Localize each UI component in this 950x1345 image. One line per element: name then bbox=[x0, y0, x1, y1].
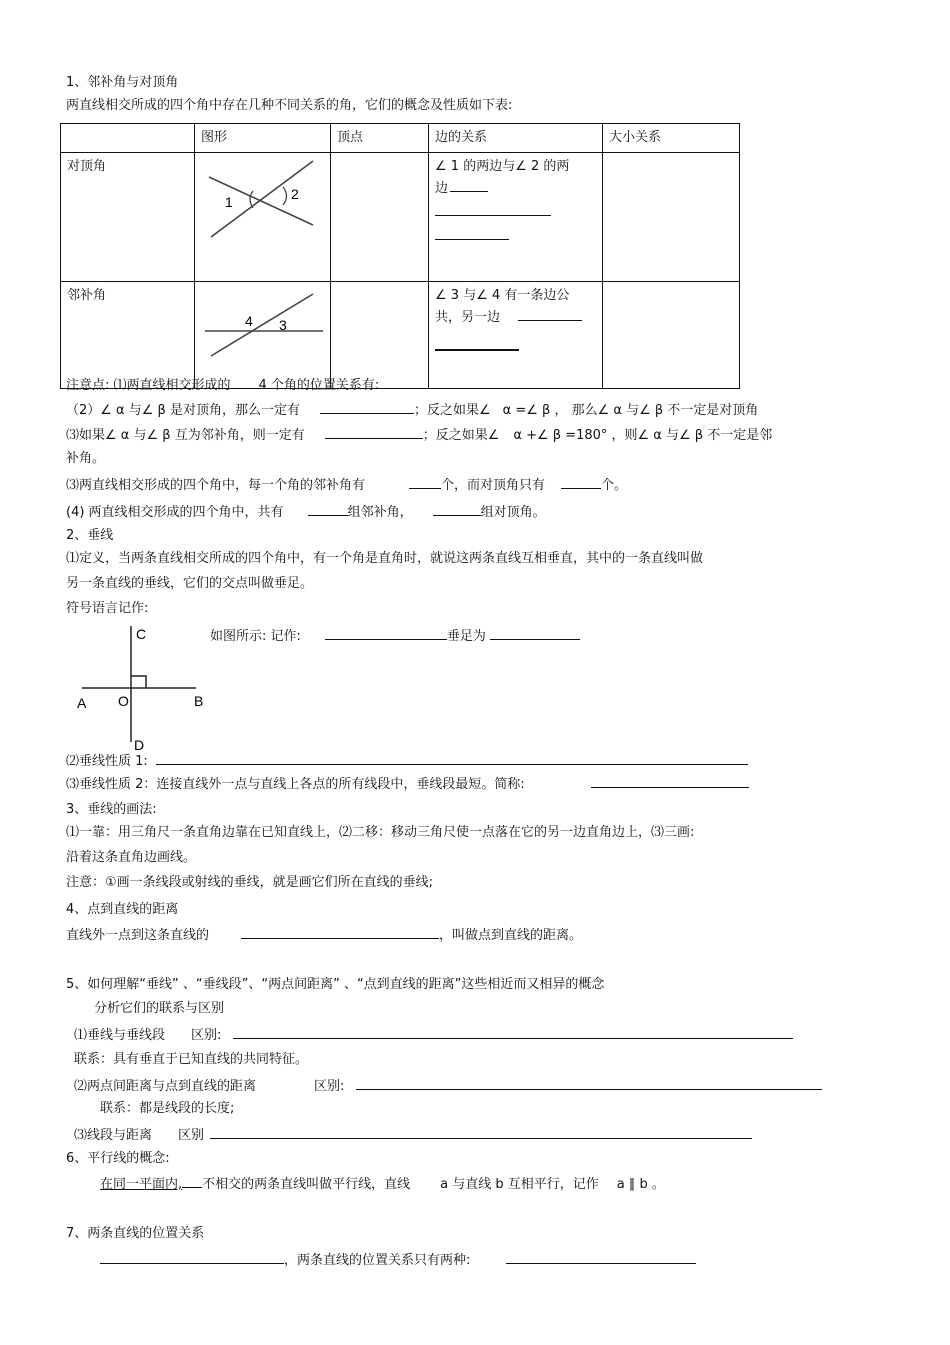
size-cell bbox=[603, 282, 740, 389]
comparison-1-title: ⑴垂线与垂线段 bbox=[74, 1028, 166, 1043]
answer-blank[interactable] bbox=[450, 179, 488, 192]
answer-blank[interactable] bbox=[435, 337, 519, 351]
answer-blank[interactable] bbox=[233, 1026, 793, 1039]
angle-label-3: 3 bbox=[279, 317, 287, 333]
vertex-cell bbox=[331, 282, 429, 389]
distance-text-a: 直线外一点到这条直线的 bbox=[66, 928, 210, 943]
drawing-steps-cont: 沿着这条直角边画线。 bbox=[66, 850, 197, 865]
row-name-vertical-angles: 对顶角 bbox=[61, 153, 195, 282]
angle-arc-2 bbox=[283, 187, 287, 205]
property-1-text: ⑵垂线性质 1: bbox=[66, 754, 148, 769]
answer-blank[interactable] bbox=[320, 401, 414, 414]
adjacent-angles-figure-cell bbox=[195, 282, 331, 389]
note-5 bbox=[66, 503, 546, 521]
note-2 bbox=[66, 401, 758, 419]
answer-blank[interactable] bbox=[156, 752, 748, 765]
answer-blank[interactable] bbox=[435, 203, 551, 216]
row-name-adjacent-angles: 邻补角 bbox=[61, 282, 195, 389]
answer-blank[interactable] bbox=[407, 376, 565, 389]
adjacent-angles-figure bbox=[195, 282, 329, 380]
parallel-text-1: 不相交的两条直线叫做平行线，直线 bbox=[202, 1177, 411, 1192]
answer-blank[interactable] bbox=[506, 1251, 696, 1264]
point-label-b: B bbox=[194, 693, 204, 709]
table-row bbox=[61, 153, 740, 282]
foot-text: 垂足为 bbox=[446, 629, 486, 644]
note-4-text-c: 个。 bbox=[601, 478, 628, 493]
section-4-title: 4、点到直线的距离 bbox=[66, 902, 179, 917]
answer-blank[interactable] bbox=[356, 1077, 822, 1090]
underline-gap bbox=[182, 1175, 202, 1188]
distance-text-b: ，叫做点到直线的距离。 bbox=[439, 928, 583, 943]
answer-blank[interactable] bbox=[241, 926, 439, 939]
property-2-text: ⑶垂线性质 2：连接直线外一点与直线上各点的所有线段中，垂线段最短。简称: bbox=[66, 777, 525, 792]
answer-blank[interactable] bbox=[591, 775, 749, 788]
note-3-cont: 补角。 bbox=[66, 451, 106, 466]
answer-blank[interactable] bbox=[100, 1251, 284, 1264]
table-header-sides: 边的关系 bbox=[429, 124, 603, 153]
note-3-text-c: α +∠ β =180° ，则∠ α 与∠ β 不一定是邻 bbox=[513, 428, 773, 443]
notation-line bbox=[210, 627, 580, 645]
note-2-text-b: ；反之如果∠ bbox=[413, 403, 491, 418]
comparison-2 bbox=[74, 1077, 822, 1095]
answer-blank[interactable] bbox=[561, 476, 601, 489]
table-header-figure: 图形 bbox=[195, 124, 331, 153]
right-angle-mark bbox=[131, 676, 146, 688]
note-5-text-b: 组邻补角， bbox=[347, 505, 413, 520]
answer-blank[interactable] bbox=[210, 1126, 752, 1139]
definition-line-2: 另一条直线的垂线，它们的交点叫做垂足。 bbox=[66, 576, 314, 591]
angle-label-1: 1 bbox=[225, 194, 233, 210]
sides-cell bbox=[429, 282, 603, 389]
answer-blank[interactable] bbox=[308, 503, 348, 516]
section-6-title: 6、平行线的概念: bbox=[66, 1151, 170, 1166]
sides-text: ∠ 1 的两边与∠ 2 的两 bbox=[435, 159, 570, 174]
point-label-a: A bbox=[77, 695, 87, 711]
note-2-text-a: （2）∠ α 与∠ β 是对顶角，那么一定有 bbox=[66, 403, 300, 418]
note-3-text-b: ；反之如果∠ bbox=[422, 428, 500, 443]
comparison-3 bbox=[74, 1126, 752, 1144]
point-label-d: D bbox=[134, 737, 145, 753]
parallel-notation: a ∥ b 。 bbox=[616, 1177, 665, 1192]
property-1 bbox=[66, 752, 748, 770]
position-relation-text: ，两条直线的位置关系只有两种: bbox=[284, 1253, 471, 1268]
answer-blank[interactable] bbox=[325, 426, 423, 439]
note-4-text-a: ⑶两直线相交形成的四个角中，每一个角的邻补角有 bbox=[66, 478, 366, 493]
drawing-steps: ⑴一靠：用三角尺一条直角边靠在已知直线上，⑵二移：移动三角尺使一点落在它的另一边直角边上，⑶三画: bbox=[66, 825, 695, 840]
comparison-1-connection: 联系：具有垂直于已知直线的共同特征。 bbox=[74, 1052, 309, 1067]
note-5-text-c: 组对顶角。 bbox=[480, 505, 546, 520]
vertical-angles-figure-cell bbox=[195, 153, 331, 282]
same-plane-text: 在同一平面内, bbox=[100, 1177, 183, 1192]
note-3-text-a: ⑶如果∠ α 与∠ β 互为邻补角，则一定有 bbox=[66, 428, 305, 443]
note-4 bbox=[66, 476, 627, 494]
section-1-intro: 两直线相交所成的四个角中存在几种不同关系的角，它们的概念及性质如下表: bbox=[66, 98, 513, 113]
section-2-title: 2、垂线 bbox=[66, 528, 114, 543]
comparison-2-connection: 联系：都是线段的长度; bbox=[100, 1101, 235, 1116]
section-5-title: 5、如何理解“垂线” 、“垂线段”、“两点间距离” 、“点到直线的距离”这些相近而又相异的概念 bbox=[66, 977, 605, 992]
comparison-3-title: ⑶线段与距离 bbox=[74, 1128, 153, 1143]
note-2-text-c: α =∠ β ， 那么∠ α 与∠ β 不一定是对顶角 bbox=[502, 403, 759, 418]
note-4-text-b: 个，而对顶角只有 bbox=[441, 478, 546, 493]
sides-text: ∠ 3 与∠ 4 有一条边公 bbox=[435, 288, 570, 303]
point-label-c: C bbox=[136, 626, 147, 642]
comparison-2-title: ⑵两点间距离与点到直线的距离 bbox=[74, 1079, 257, 1094]
difference-label: 区别: bbox=[191, 1028, 222, 1043]
perpendicular-figure bbox=[70, 622, 220, 756]
drawing-note: 注意：①画一条线段或射线的垂线，就是画它们所在直线的垂线; bbox=[66, 875, 434, 890]
answer-blank[interactable] bbox=[325, 627, 447, 640]
answer-blank[interactable] bbox=[518, 308, 582, 321]
notation-text: 如图所示: 记作: bbox=[210, 629, 301, 644]
table-header-size: 大小关系 bbox=[603, 124, 740, 153]
angle-relation-table bbox=[60, 123, 740, 389]
angle-label-2: 2 bbox=[291, 186, 299, 202]
property-2 bbox=[66, 775, 749, 793]
position-relation bbox=[100, 1251, 696, 1269]
point-label-o: O bbox=[118, 693, 129, 709]
vertex-cell bbox=[331, 153, 429, 282]
table-header-empty bbox=[61, 124, 195, 153]
answer-blank[interactable] bbox=[433, 503, 481, 516]
answer-blank[interactable] bbox=[409, 476, 441, 489]
symbol-language: 符号语言记作: bbox=[66, 601, 149, 616]
section-1-title: 1、邻补角与对顶角 bbox=[66, 75, 179, 90]
note-1-text-b: 4 个角的位置关系有: bbox=[258, 378, 380, 393]
sides-text-2: 共，另一边 bbox=[435, 310, 501, 325]
note-3 bbox=[66, 426, 772, 444]
figure-line bbox=[211, 294, 313, 356]
parallel-definition bbox=[100, 1175, 665, 1193]
parallel-text-2: a 与直线 b 互相平行，记作 bbox=[440, 1177, 599, 1192]
angle-label-4: 4 bbox=[245, 313, 253, 329]
difference-label: 区别 bbox=[178, 1128, 205, 1143]
section-7-title: 7、两条直线的位置关系 bbox=[66, 1226, 205, 1241]
table-header-vertex: 顶点 bbox=[331, 124, 429, 153]
vertical-angles-figure bbox=[195, 153, 329, 273]
answer-blank[interactable] bbox=[490, 627, 580, 640]
section-3-title: 3、垂线的画法: bbox=[66, 802, 157, 817]
table-row bbox=[61, 282, 740, 389]
distance-definition bbox=[66, 926, 582, 944]
sides-text-2: 边 bbox=[435, 181, 449, 196]
section-5-subtitle: 分析它们的联系与区别 bbox=[94, 1001, 225, 1016]
answer-blank[interactable] bbox=[435, 227, 509, 240]
note-1-text: 注意点: ⑴两直线相交形成的 bbox=[66, 378, 231, 393]
sides-cell bbox=[429, 153, 603, 282]
comparison-1 bbox=[74, 1026, 793, 1044]
difference-label: 区别: bbox=[314, 1079, 345, 1094]
definition-line-1: ⑴定义，当两条直线相交所成的四个角中，有一个角是直角时，就说这两条直线互相垂直，其中的一条直线叫做 bbox=[66, 551, 704, 566]
note-1 bbox=[66, 376, 565, 394]
note-5-text-a: (4) 两直线相交形成的四个角中，共有 bbox=[66, 505, 284, 520]
size-cell bbox=[603, 153, 740, 282]
